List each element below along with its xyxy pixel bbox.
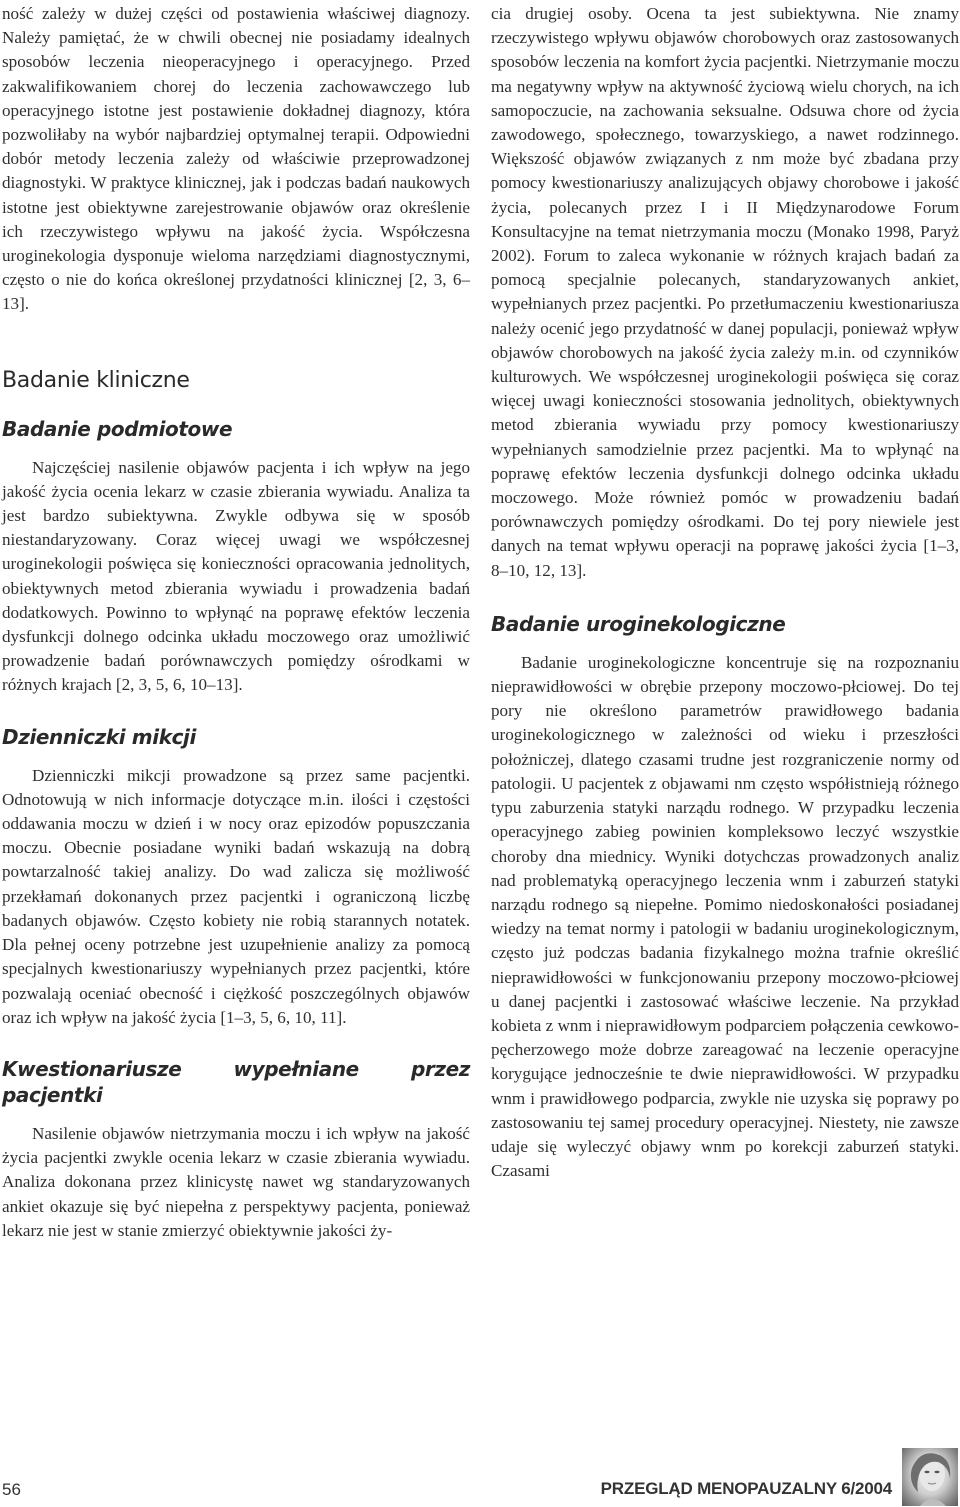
section-heading-badanie-kliniczne: Badanie kliniczne [2,367,190,393]
woman-portrait-icon [902,1448,958,1506]
paragraph-badanie-uroginekologiczne: Badanie uroginekologiczne koncentruje się na rozpoznaniu nieprawidłowości w obrębie przepony moczowo-płciowej. Do tej pory nie określono parametrów prawidłowego badania uroginekologicznego w zależności od wieku i przeszłości położniczej, dlatego czasami trudne jest rozgraniczenie normy od patologii. U pacjentek z objawami nm często współistnieją różnego typu zaburzenia statyki narządu rodnego. W przypadku leczenia operacyjnego zabieg powinien kompleksowo leczyć wszystkie choroby dna miednicy. Wyniki dotychczas prowadzonych analiz nad problematyką operacyjnego leczenia wnm i zaburzeń statyki narządu rodnego są niepełne. Pomimo niedoskonałości posiadanej wiedzy na temat normy i patologii w badaniu uroginekologicznym, często już podczas badania fizykalnego można trafnie określić nieprawidłowości w funkcjonowaniu przepony moczowo-płciowej u danej pacjentki i zastosować właściwe leczenie. Na przykład kobieta z wnm i nieprawidłowym podparciem połączenia cewkowo-pęcherzowego może dobrze zareagować na leczenie operacyjne korygujące jednocześnie te dwie nieprawidłowości. W przypadku wnm i prawidłowego podparcia, zwykle nie uzyska się poprawy po zastosowaniu tej samej procedury operacyjnej. Niestety, nie zawsze udaje się wyleczyć objawy wnm po korekcji zaburzeń statyki. Czasami [491,652,959,1181]
subheading-badanie-uroginekologiczne: Badanie uroginekologiczne [491,611,786,636]
paragraph-dzienniczki-mikcji: Dzienniczki mikcji prowadzone są przez same pacjentki. Odnotowują w nich informacje dotyczące m.in. ilości i częstości oddawania moczu w dzień i w nocy oraz epizodów popuszczania moczu. Obecnie posiadane wyniki badań wskazują na dobrą powtarzalność takiej analizy. Do wad zalicza się możliwość przekłamań dokonanych przez pacjentki i ograniczoną liczbę badanych objawów. Często kobiety nie robią starannych notatek. Dla pełnej oceny potrzebne jest uzupełnienie analizy za pomocą specjalnych kwestionariuszy wypełnianych przez pacjentki, które pozwalają oceniać obecność i ciężkość poszczególnych objawów oraz ich wpływ na jakość życia [1–3, 5, 6, 10, 11]. [2,765,470,1027]
left-column [2,2,470,1243]
subheading-kwestionariusze: Kwestionariusze wypełniane przez pacjentki [2,1056,470,1107]
right-column [491,2,959,1183]
paragraph-badanie-podmiotowe: Najczęściej nasilenie objawów pacjenta i ich wpływ na jego jakość życia ocenia lekarz w czasie zbierania wywiadu. Analiza ta jest bardzo subiektywna. Zwykle odbywa się w sposób niestandaryzowany. Coraz więcej uwagi we współczesnej uroginekologii poświęca się konieczności opracowania jednolitych, obiektywnych metod zbierania wywiadu i prowadzenia badań dodatkowych. Powinno to wpłynąć na poprawę efektów leczenia dysfunkcji dolnego odcinka układu moczowego oraz umożliwić prowadzenie badań porównawczych pomiędzy ośrodkami w różnych krajach [2, 3, 5, 6, 10–13]. [2,457,470,695]
journal-title: PRZEGLĄD MENOPAUZALNY 6/2004 [600,1479,892,1498]
subheading-dzienniczki-mikcji: Dzienniczki mikcji [2,724,196,749]
page-number: 56 [2,1480,21,1499]
continued-paragraph: cia drugiej osoby. Ocena ta jest subiektywna. Nie znamy rzeczywistego wpływu objawów chorobowych oraz zastosowanych sposobów leczenia na komfort życia pacjentki. Nietrzymanie moczu ma negatywny wpływ na aktywność życiową wielu chorych, na ich samopoczucie, na zachowania seksualne. Odsuwa chore od życia zawodowego, społecznego, towarzyskiego, a nawet rodzinnego. Większość objawów związanych z nm może być zbadana przy pomocy kwestionariuszy analizujących objawy chorobowe i jakość życia, polecanych przez I i II Międzynarodowe Forum Konsultacyjne na temat nietrzymania moczu (Monako 1998, Paryż 2002). Forum to zaleca wykonanie w różnych krajach badań za pomocą specjalnie polecanych, standaryzowanych ankiet, wypełnianych przez pacjentki. Po przetłumaczeniu kwestionariusza należy ocenić jego przydatność w danej populacji, ponieważ wpływ objawów chorobowych na jakość życia zależy m.in. od czynników kulturowych. We współczesnej uroginekologii poświęca się coraz więcej uwagi konieczności stosowania jednolitych, obiektywnych metod zbierania wywiadu przy pomocy kwestionariuszy wypełnianych samodzielnie przez pacjentki. Ma to wpłynąć na poprawę efektów leczenia dysfunkcji dolnego odcinka układu moczowego. Może również pomóc w prowadzeniu badań porównawczych pomiędzy ośrodkami. Do tej pory niewiele jest danych na temat wpływu operacji na poprawę jakości życia [1–3, 8–10, 12, 13]. [491,4,959,580]
intro-paragraph: ność zależy w dużej części od postawienia właściwej diagnozy. Należy pamiętać, że w chwili obecnej nie posiadamy idealnych sposobów leczenia nieoperacyjnego i operacyjnego. Przed zakwalifikowaniem chorej do leczenia zachowawczego lub operacyjnego istotne jest postawienie dokładnej diagnozy, która pozwoliłaby na wybór najbardziej optymalnej terapii. Odpowiedni dobór metody leczenia zależy od właściwie przeprowadzonej diagnostyki. W praktyce klinicznej, jak i podczas badań naukowych istotne jest obiektywne zarejestrowanie objawów oraz określenie ich rzeczywistego wpływu na jakość życia. Współczesna uroginekologia dysponuje wieloma narzędziami diagnostycznymi, często o nie do końca określonej przydatności klinicznej [2, 3, 6–13]. [2,4,470,314]
paragraph-kwestionariusze: Nasilenie objawów nietrzymania moczu i ich wpływ na jakość życia pacjentki zwykle ocenia lekarz w czasie zbierania wywiadu. Analiza dokonana przez klinicystę nawet wg standaryzowanych ankiet okazuje się być niepełna z perspektywy pacjenta, ponieważ lekarz nie jest w stanie zmierzyć obiektywnie jakości ży- [2,1123,470,1240]
subheading-badanie-podmiotowe: Badanie podmiotowe [2,416,233,441]
